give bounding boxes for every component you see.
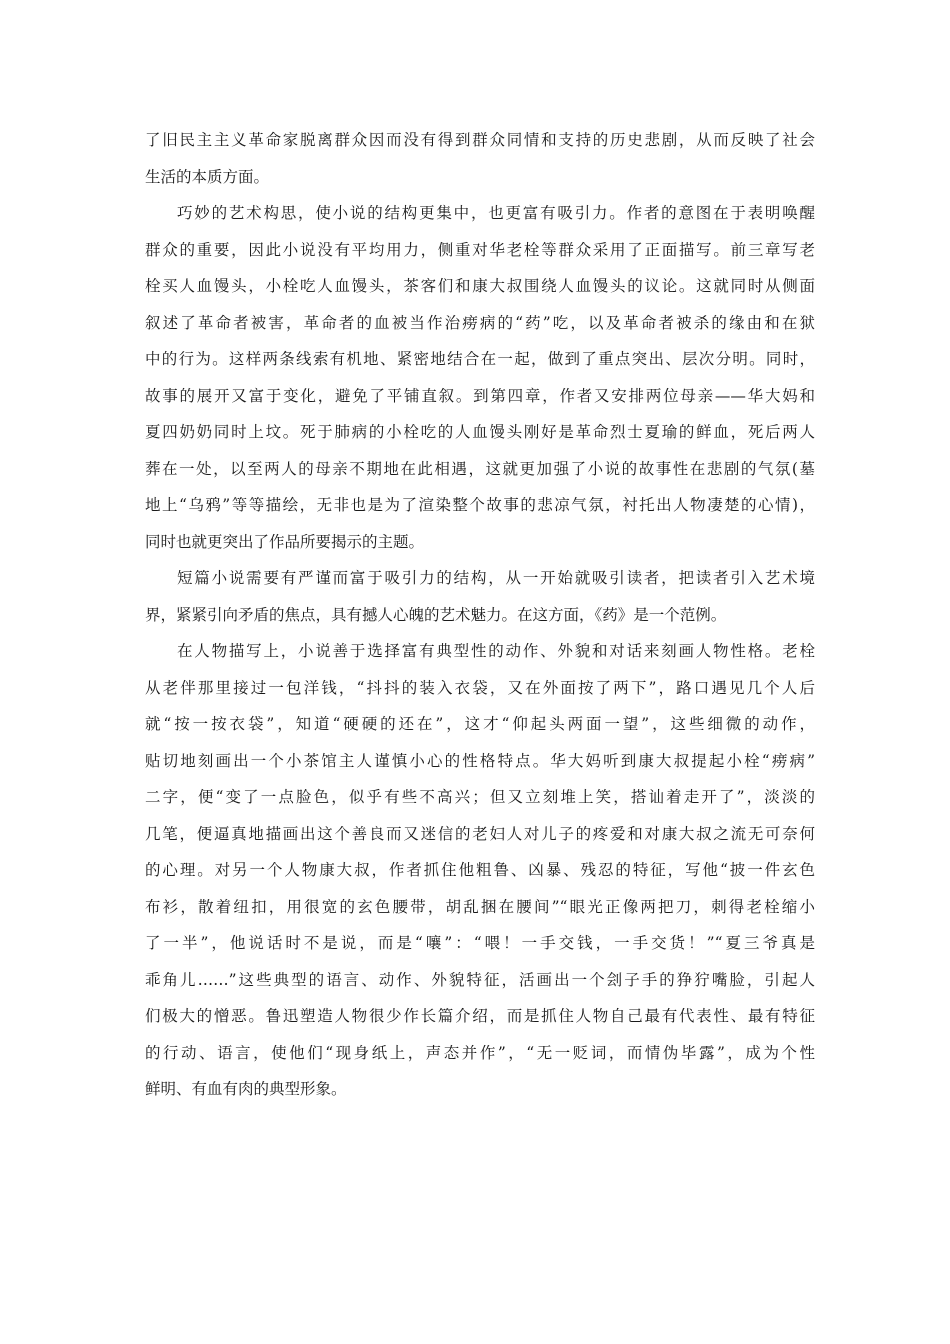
text-line: 群众的重要，因此小说没有平均用力，侧重对华老栓等群众采用了正面描写。前三章写老 [145, 240, 815, 259]
paragraph-first-line: 在人物描写上，小说善于选择富有典型性的动作、外貌和对话来刻画人物性格。老栓 [177, 642, 815, 660]
text-line: 葬在一处，以至两人的母亲不期地在此相遇，这就更加强了小说的故事性在悲剧的气氛(墓 [145, 459, 815, 478]
text-line: 了旧民主主义革命家脱离群众因而没有得到群众同情和支持的历史悲剧，从而反映了社会 [145, 131, 815, 149]
body-text [145, 122, 815, 1108]
text-line: 故事的展开又富于变化，避免了平铺直叙。到第四章，作者又安排两位母亲——华大妈和 [145, 386, 815, 405]
text-line: 贴切地刻画出一个小茶馆主人谨慎小心的性格特点。华大妈听到康大叔提起小栓“痨病” [145, 751, 815, 770]
text-line: 从老伴那里接过一包洋钱，“抖抖的装入衣袋，又在外面按了两下”，路口遇见几个人后 [145, 678, 815, 697]
paragraph-first-line: 短篇小说需要有严谨而富于吸引力的结构，从一开始就吸引读者，把读者引入艺术境 [177, 569, 815, 587]
text-line: 地上“乌鸦”等等描绘，无非也是为了渲染整个故事的悲凉气氛，衬托出人物凄楚的心情)， [145, 496, 815, 514]
text-line: 们极大的憎恶。鲁迅塑造人物很少作长篇介绍，而是抓住人物自己最有代表性、最有特征 [145, 1007, 815, 1025]
text-line: 夏四奶奶同时上坟。死于肺病的小栓吃的人血馒头刚好是革命烈士夏瑜的鲜血，死后两人 [145, 423, 815, 441]
text-line: 中的行为。这样两条线索有机地、紧密地结合在一起，做到了重点突出、层次分明。同时， [145, 350, 815, 368]
text-line: 布衫，散着纽扣，用很宽的玄色腰带，胡乱捆在腰间”“眼光正像两把刀，刺得老栓缩小 [145, 897, 815, 916]
text-line: 的心理。对另一个人物康大叔，作者抓住他粗鲁、凶暴、残忍的特征，写他“披一件玄色 [145, 861, 815, 879]
text-line: 几笔，便逼真地描画出这个善良而又迷信的老妇人对儿子的疼爱和对康大叔之流无可奈何 [145, 824, 815, 843]
text-line: 乖角儿……”这些典型的语言、动作、外貌特征，活画出一个刽子手的狰狞嘴脸，引起人 [145, 970, 815, 989]
text-line: 就“按一按衣袋”，知道“硬硬的还在”，这才“仰起头两面一望”，这些细微的动作， [145, 715, 815, 733]
text-line: 同时也就更突出了作品所要揭示的主题。 [145, 532, 425, 551]
paragraph-first-line: 巧妙的艺术构思，使小说的结构更集中，也更富有吸引力。作者的意图在于表明唤醒 [177, 204, 815, 222]
text-line: 叙述了革命者被害，革命者的血被当作治痨病的“药”吃，以及革命者被杀的缘由和在狱 [145, 313, 815, 332]
text-line: 生活的本质方面。 [145, 167, 270, 186]
text-line: 的行动、语言，使他们“现身纸上，声态并作”，“无一贬词，而情伪毕露”，成为个性 [145, 1043, 815, 1062]
text-line: 鲜明、有血有肉的典型形象。 [145, 1080, 347, 1098]
text-line: 了一半”，他说话时不是说，而是“嚷”：“喂！一手交钱，一手交货！”“夏三爷真是 [145, 934, 815, 952]
text-line: 二字，便“变了一点脸色，似乎有些不高兴；但又立刻堆上笑，搭讪着走开了”，淡淡的 [145, 788, 815, 806]
text-line: 界，紧紧引向矛盾的焦点，具有撼人心魄的艺术魅力。在这方面，《药》是一个范例。 [145, 605, 727, 624]
text-line: 栓买人血馒头，小栓吃人血馒头，茶客们和康大叔围绕人血馒头的议论。这就同时从侧面 [145, 277, 815, 295]
